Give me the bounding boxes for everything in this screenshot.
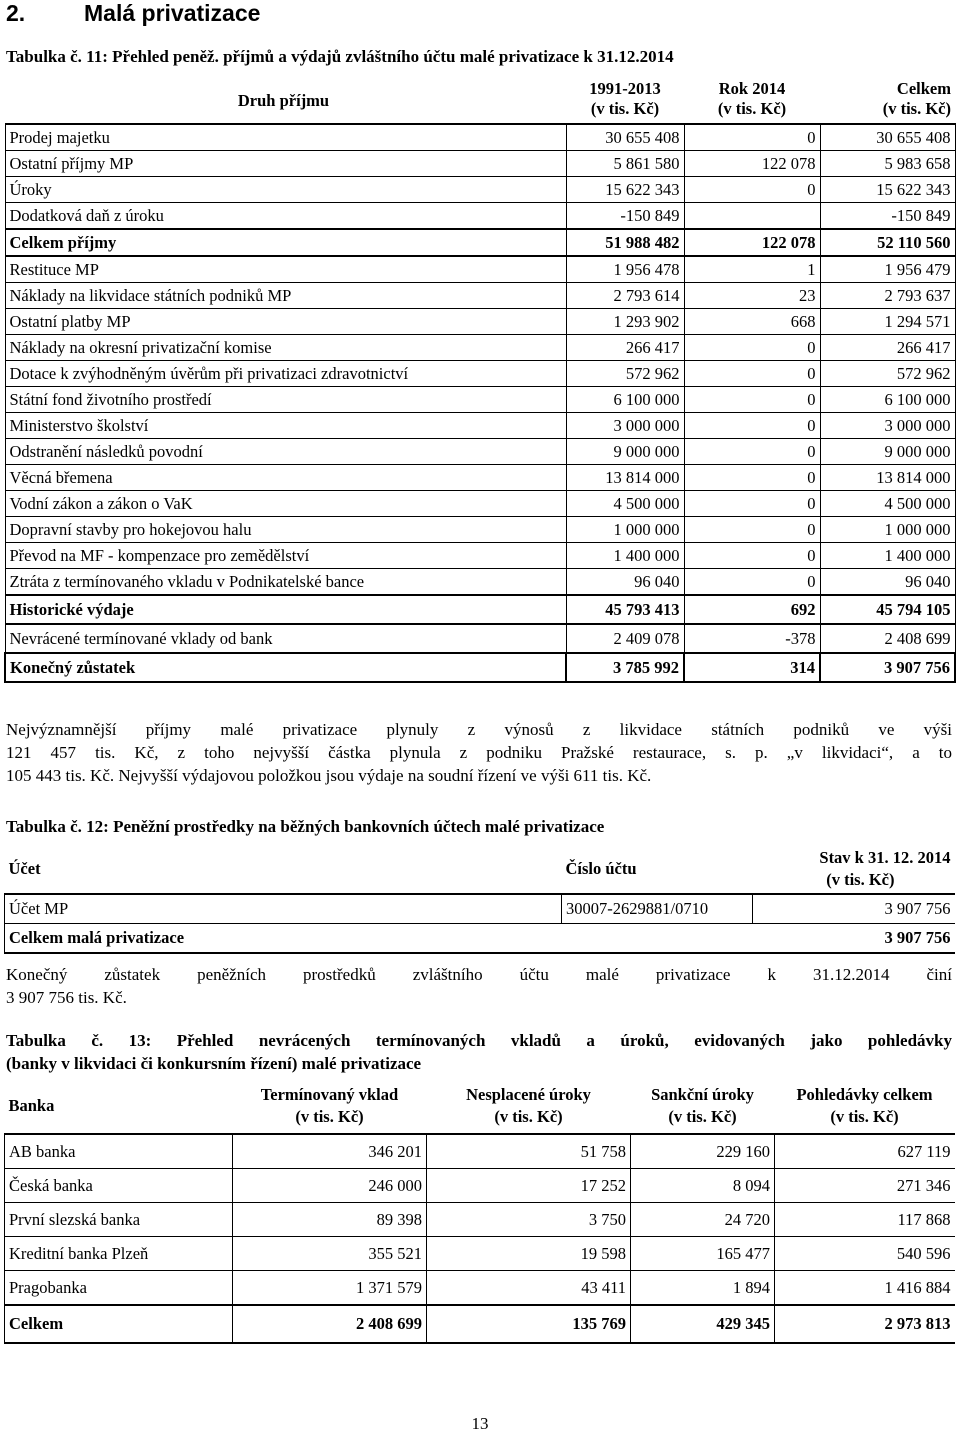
- value-2014: 1: [684, 256, 820, 283]
- bank-value-c4: 627 119: [775, 1134, 955, 1169]
- value-2014: 0: [684, 439, 820, 465]
- row-label: Převod na MF - kompenzace pro zemědělství: [5, 543, 566, 569]
- table13-header: [5, 1079, 955, 1134]
- section-number: 2.: [6, 0, 26, 26]
- table13-caption: [6, 1029, 952, 1075]
- paragraph-line: Konečný zůstatek peněžních prostředků zvláštního účtu malé privatizace k 31.12.2014 činí: [6, 965, 952, 984]
- value-1991-2013: 45 793 413: [566, 595, 684, 624]
- table11-header-col2: Rok 2014 (v tis. Kč): [684, 79, 820, 124]
- value-1991-2013: 9 000 000: [566, 439, 684, 465]
- value-total: 52 110 560: [820, 229, 955, 256]
- bank-value-c4: 540 596: [775, 1237, 955, 1271]
- value-2014: 122 078: [684, 151, 820, 177]
- table13-header-c4: Pohledávky celkem (v tis. Kč): [775, 1079, 955, 1134]
- bank-value-c1: 1 371 579: [233, 1271, 427, 1306]
- bank-name: Česká banka: [5, 1169, 233, 1203]
- row-label: Prodej majetku: [5, 124, 566, 151]
- value-1991-2013: 96 040: [566, 569, 684, 596]
- value-1991-2013: 30 655 408: [566, 124, 684, 151]
- table13-header-c3: Sankční úroky (v tis. Kč): [631, 1079, 775, 1134]
- bank-name: AB banka: [5, 1134, 233, 1169]
- bank-value-c3: 229 160: [631, 1134, 775, 1169]
- table12-header-state: Stav k 31. 12. 2014 (v tis. Kč): [753, 844, 955, 894]
- row-label: Historické výdaje: [5, 595, 566, 624]
- table12-state: 3 907 756: [753, 894, 955, 924]
- paragraph-line: 105 443 tis. Kč. Nejvyšší výdajovou položkou jsou výdaje na soudní řízení ve výši 611 tis. Kč.: [6, 766, 652, 785]
- bank-value-c4: 271 346: [775, 1169, 955, 1203]
- value-1991-2013: 3 785 992: [566, 653, 684, 682]
- value-1991-2013: 4 500 000: [566, 491, 684, 517]
- table11: [4, 79, 956, 683]
- value-2014: -378: [684, 624, 820, 653]
- table11-caption: Tabulka č. 11: Přehled peněž. příjmů a výdajů zvláštního účtu malé privatizace k 31.12.2014: [6, 47, 674, 66]
- table12-account: Celkem malá privatizace: [5, 924, 562, 954]
- bank-value-c2: 19 598: [427, 1237, 631, 1271]
- table-total-row: [5, 1305, 955, 1343]
- value-total: 45 794 105: [820, 595, 955, 624]
- value-total: 4 500 000: [820, 491, 955, 517]
- row-label: Věcná břemena: [5, 465, 566, 491]
- value-2014: 0: [684, 465, 820, 491]
- table11-header-col3: Celkem (v tis. Kč): [820, 79, 955, 124]
- section-title: Malá privatizace: [84, 0, 261, 26]
- value-1991-2013: 1 000 000: [566, 517, 684, 543]
- table13: [4, 1079, 955, 1344]
- row-label: Dopravní stavby pro hokejovou halu: [5, 517, 566, 543]
- table-row: [5, 335, 955, 361]
- table-row: [5, 653, 955, 682]
- table-row: [5, 124, 955, 151]
- bank-value-c2: 43 411: [427, 1271, 631, 1306]
- row-label: Konečný zůstatek: [5, 653, 566, 682]
- row-label: Ztráta z termínovaného vkladu v Podnikatelské bance: [5, 569, 566, 596]
- value-total: 6 100 000: [820, 387, 955, 413]
- bank-value-c3: 1 894: [631, 1271, 775, 1306]
- value-1991-2013: -150 849: [566, 203, 684, 230]
- value-2014: 0: [684, 124, 820, 151]
- row-label: Ostatní příjmy MP: [5, 151, 566, 177]
- total-value-c2: 135 769: [427, 1305, 631, 1343]
- table-row: [5, 203, 955, 230]
- table-row: [5, 491, 955, 517]
- bank-name: Pragobanka: [5, 1271, 233, 1306]
- row-label: Úroky: [5, 177, 566, 203]
- paragraph-income: [6, 718, 952, 787]
- bank-value-c1: 246 000: [233, 1169, 427, 1203]
- table-row: [5, 894, 955, 924]
- value-total: 30 655 408: [820, 124, 955, 151]
- bank-value-c3: 8 094: [631, 1169, 775, 1203]
- value-1991-2013: 13 814 000: [566, 465, 684, 491]
- table-row: [5, 517, 955, 543]
- row-label: Dotace k zvýhodněným úvěrům při privatizaci zdravotnictví: [5, 361, 566, 387]
- table-row: [5, 256, 955, 283]
- table-row: [5, 543, 955, 569]
- row-label: Restituce MP: [5, 256, 566, 283]
- table-row: [5, 151, 955, 177]
- row-label: Ministerstvo školství: [5, 413, 566, 439]
- value-2014: 23: [684, 283, 820, 309]
- bank-value-c1: 89 398: [233, 1203, 427, 1237]
- table11-header-col1: 1991-2013 (v tis. Kč): [566, 79, 684, 124]
- bank-value-c1: 346 201: [233, 1134, 427, 1169]
- table12-number: 30007-2629881/0710: [562, 894, 753, 924]
- value-total: 1 000 000: [820, 517, 955, 543]
- table12-state: 3 907 756: [753, 924, 955, 954]
- table-row: [5, 413, 955, 439]
- value-2014: 0: [684, 335, 820, 361]
- value-total: -150 849: [820, 203, 955, 230]
- bank-value-c3: 165 477: [631, 1237, 775, 1271]
- table12-header-account: Účet: [5, 844, 562, 894]
- total-label: Celkem: [5, 1305, 233, 1343]
- table11-header-label: Druh příjmu: [5, 79, 566, 124]
- value-total: 2 408 699: [820, 624, 955, 653]
- bank-value-c4: 1 416 884: [884, 1277, 951, 1297]
- value-1991-2013: 3 000 000: [566, 413, 684, 439]
- value-1991-2013: 572 962: [566, 361, 684, 387]
- table13-header-c2: Nesplacené úroky (v tis. Kč): [427, 1079, 631, 1134]
- value-total: 266 417: [820, 335, 955, 361]
- table-row: [5, 924, 955, 954]
- table-row: [5, 465, 955, 491]
- table-row: [5, 177, 955, 203]
- value-2014: 314: [684, 653, 820, 682]
- table12-header-number: Číslo účtu: [562, 844, 753, 894]
- bank-value-c1: 355 521: [233, 1237, 427, 1271]
- table-row: [5, 1169, 955, 1203]
- bank-name: Kreditní banka Plzeň: [5, 1237, 233, 1271]
- value-1991-2013: 15 622 343: [566, 177, 684, 203]
- value-1991-2013: 2 793 614: [566, 283, 684, 309]
- row-label: Státní fond životního prostředí: [5, 387, 566, 413]
- table-row: [5, 361, 955, 387]
- row-label: Odstranění následků povodní: [5, 439, 566, 465]
- table-row: [5, 387, 955, 413]
- value-total: 13 814 000: [820, 465, 955, 491]
- table12-account: Účet MP: [5, 894, 562, 924]
- value-total: 96 040: [820, 569, 955, 596]
- bank-value-c2: 17 252: [427, 1169, 631, 1203]
- table-row: [5, 1203, 955, 1237]
- table-row: [5, 624, 955, 653]
- value-1991-2013: 2 409 078: [566, 624, 684, 653]
- table13-caption-line: Tabulka č. 13: Přehled nevrácených termínovaných vkladů a úroků, evidovaných jako pohledávky: [6, 1031, 952, 1050]
- total-value-c3: 429 345: [631, 1305, 775, 1343]
- value-total: 2 793 637: [820, 283, 955, 309]
- value-1991-2013: 51 988 482: [566, 229, 684, 256]
- table-row: [5, 439, 955, 465]
- table13-caption-line: (banky v likvidaci či konkursním řízení) malé privatizace: [6, 1054, 422, 1073]
- value-1991-2013: 266 417: [566, 335, 684, 361]
- row-label: Celkem příjmy: [5, 229, 566, 256]
- value-2014: 668: [684, 309, 820, 335]
- value-1991-2013: 1 956 478: [566, 256, 684, 283]
- value-total: 3 000 000: [820, 413, 955, 439]
- value-1991-2013: 1 400 000: [566, 543, 684, 569]
- total-value-c4: 2 973 813: [775, 1305, 955, 1343]
- section-heading: [6, 0, 260, 27]
- value-total: 9 000 000: [820, 439, 955, 465]
- row-label: Náklady na okresní privatizační komise: [5, 335, 566, 361]
- table11-header: [5, 79, 955, 124]
- table-row: [5, 309, 955, 335]
- table12: [4, 844, 955, 954]
- row-label: Náklady na likvidace státních podniků MP: [5, 283, 566, 309]
- value-2014: [684, 203, 820, 230]
- paragraph-balance: [6, 963, 952, 1009]
- value-2014: 692: [684, 595, 820, 624]
- page-number: 13: [471, 1414, 489, 1433]
- value-1991-2013: 1 293 902: [566, 309, 684, 335]
- table12-header: [5, 844, 955, 894]
- value-total: 15 622 343: [820, 177, 955, 203]
- table13-header-c1: Termínovaný vklad (v tis. Kč): [233, 1079, 427, 1134]
- value-2014: 0: [684, 413, 820, 439]
- value-total: 1 294 571: [820, 309, 955, 335]
- value-2014: 0: [684, 491, 820, 517]
- paragraph-line: Nejvýznamnější příjmy malé privatizace plynuly z výnosů z likvidace státních podniků ve výši: [6, 720, 952, 739]
- bank-value-c2: 3 750: [427, 1203, 631, 1237]
- value-total: 3 907 756: [820, 653, 955, 682]
- paragraph-line: 3 907 756 tis. Kč.: [6, 988, 127, 1007]
- value-2014: 0: [684, 361, 820, 387]
- row-label: Vodní zákon a zákon o VaK: [5, 491, 566, 517]
- value-1991-2013: 5 861 580: [566, 151, 684, 177]
- value-2014: 0: [684, 387, 820, 413]
- row-label: Dodatková daň z úroku: [5, 203, 566, 230]
- value-2014: 0: [684, 543, 820, 569]
- value-2014: 0: [684, 177, 820, 203]
- bank-name: První slezská banka: [5, 1203, 233, 1237]
- table-row: [5, 569, 955, 596]
- row-label: Nevrácené termínované vklady od bank: [5, 624, 566, 653]
- value-2014: 122 078: [684, 229, 820, 256]
- paragraph-line: 121 457 tis. Kč, z toho nejvyšší částka plynula z podniku Pražské restaurace, s. p. „v likvidaci“, a to: [6, 743, 952, 762]
- value-total: 1 400 000: [820, 543, 955, 569]
- table-row: [5, 1271, 955, 1306]
- row-label: Ostatní platby MP: [5, 309, 566, 335]
- table-row: [5, 283, 955, 309]
- table-row: [5, 595, 955, 624]
- table-row: [5, 1237, 955, 1271]
- total-value-c1: 2 408 699: [233, 1305, 427, 1343]
- value-total: 572 962: [820, 361, 955, 387]
- value-total: 1 956 479: [820, 256, 955, 283]
- table12-caption: Tabulka č. 12: Peněžní prostředky na běžných bankovních účtech malé privatizace: [6, 817, 605, 836]
- bank-value-c3: 24 720: [631, 1203, 775, 1237]
- bank-value-c2: 51 758: [427, 1134, 631, 1169]
- value-2014: 0: [684, 517, 820, 543]
- table12-number: [562, 924, 753, 954]
- bank-value-c4: 117 868: [775, 1203, 955, 1237]
- value-2014: 0: [684, 569, 820, 596]
- value-1991-2013: 6 100 000: [566, 387, 684, 413]
- value-total: 5 983 658: [820, 151, 955, 177]
- table-row: [5, 229, 955, 256]
- table-row: [5, 1134, 955, 1169]
- table13-header-bank: Banka: [5, 1079, 233, 1134]
